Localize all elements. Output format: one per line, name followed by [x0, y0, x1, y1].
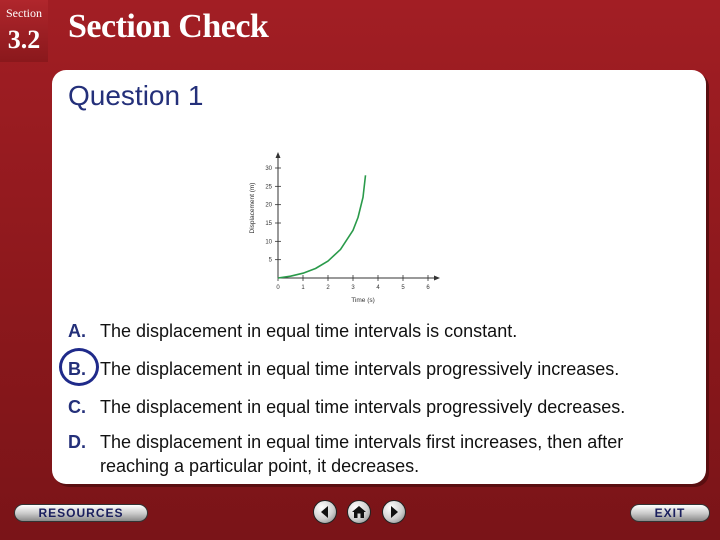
y-tick-label: 15	[265, 221, 272, 227]
section-label: Section	[6, 6, 42, 20]
x-tick-label: 6	[426, 285, 430, 291]
answer-text: The displacement in equal time intervals is constant.	[100, 321, 518, 341]
y-tick-label: 10	[265, 239, 272, 246]
displacement-curve	[278, 175, 366, 278]
next-button[interactable]	[382, 500, 406, 524]
answer-letter: A.	[68, 321, 86, 341]
answer-text: The displacement in equal time intervals progressively increases.	[100, 359, 620, 379]
section-badge	[0, 0, 48, 62]
right-arrow-icon	[386, 504, 402, 520]
x-tick-label: 4	[376, 285, 380, 291]
x-tick-label: 0	[276, 285, 280, 291]
question-title: Question 1	[68, 80, 204, 111]
exit-button[interactable]: EXIT	[630, 504, 710, 522]
y-tick-label: 5	[268, 257, 272, 264]
page-title: Section Check	[68, 8, 269, 45]
answer-text: The displacement in equal time intervals progressively decreases.	[100, 397, 626, 417]
left-arrow-icon	[317, 504, 333, 520]
answer-letter	[68, 357, 100, 381]
answer-option-b[interactable]	[68, 357, 698, 381]
section-number: 3.2	[7, 25, 41, 54]
displacement-time-graph	[244, 148, 444, 308]
selected-answer-ring	[59, 348, 99, 386]
y-axis-label: Displacement (m)	[249, 182, 256, 234]
home-icon	[351, 504, 367, 520]
y-axis-arrow	[276, 152, 281, 158]
home-button[interactable]	[347, 500, 371, 524]
y-tick-label: 25	[265, 184, 272, 191]
resources-button[interactable]: RESOURCES	[14, 504, 148, 522]
previous-button[interactable]	[313, 500, 337, 524]
answer-option-d[interactable]	[68, 430, 698, 478]
x-axis-label: Time (s)	[351, 297, 375, 304]
answer-letter: D.	[68, 432, 86, 452]
answer-option-c[interactable]	[68, 395, 698, 419]
x-tick-label: 1	[301, 285, 305, 291]
x-tick-label: 3	[351, 285, 355, 291]
x-tick-label: 2	[326, 285, 330, 291]
answer-text: The displacement in equal time intervals first increases, then after reaching a particular point, it decreases.	[100, 432, 624, 476]
answer-option-a[interactable]	[68, 319, 698, 343]
y-tick-label: 20	[265, 202, 272, 209]
x-tick-label: 5	[401, 285, 405, 291]
answer-letter-text: B.	[68, 359, 86, 379]
x-axis-arrow	[434, 276, 440, 281]
y-tick-label: 30	[265, 166, 272, 172]
answer-letter: C.	[68, 397, 86, 417]
